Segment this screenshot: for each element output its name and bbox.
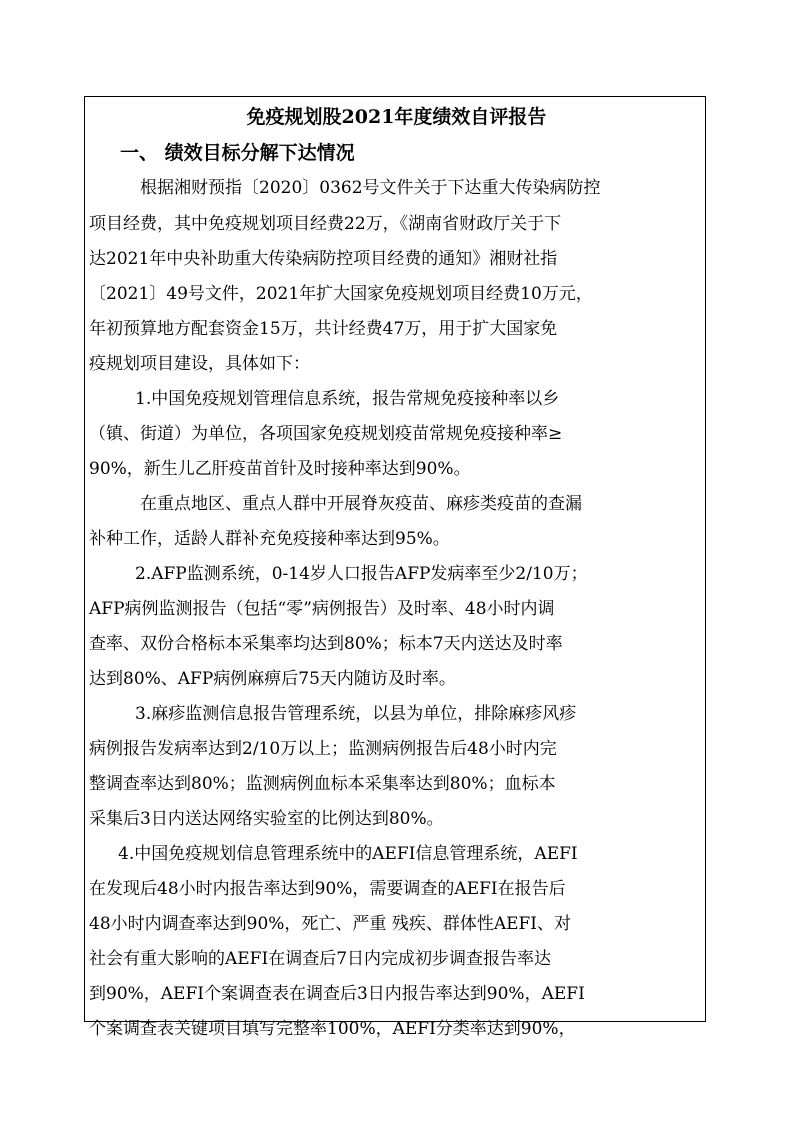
body-line: 项目经费，其中免疫规划项目经费22万，《湖南省财政厅关于下: [89, 214, 562, 234]
body-line: 90%，新生儿乙肝疫苗首针及时接种率达到90%。: [89, 459, 471, 479]
body-line: 4.中国免疫规划信息管理系统中的AEFI信息管理系统，AEFI: [118, 844, 578, 864]
body-line: 病例报告发病率达到2/10万以上；监测病例报告后48小时内完: [89, 739, 557, 759]
body-line: 补种工作，适龄人群补充免疫接种率达到95%。: [89, 529, 450, 549]
body-line: 整调查率达到80%；监测病例血标本采集率达到80%；血标本: [89, 774, 556, 794]
body-line: 〔2021〕49号文件，2021年扩大国家免疫规划项目经费10万元，: [89, 284, 593, 304]
body-line: 社会有重大影响的AEFI在调查后7日内完成初步调查报告率达: [89, 949, 552, 969]
body-line: 3.麻疹监测信息报告管理系统，以县为单位，排除麻疹风疹: [135, 704, 577, 724]
body-line: 在重点地区、重点人群中开展脊灰疫苗、麻疹类疫苗的查漏: [140, 494, 582, 514]
body-line: 根据湘财预指〔2020〕0362号文件关于下达重大传染病防控: [140, 178, 601, 198]
body-line: 在发现后48小时内报告率达到90%，需要调查的AEFI在报告后: [89, 879, 566, 899]
body-line: 采集后3日内送达网络实验室的比例达到80%。: [89, 809, 444, 829]
body-line: 疫规划项目建设，具体如下：: [89, 354, 310, 374]
body-line: 1.中国免疫规划管理信息系统，报告常规免疫接种率以乡: [135, 389, 560, 409]
body-line: 年初预算地方配套资金15万，共计经费47万，用于扩大国家免: [89, 319, 558, 339]
page-title: 免疫规划股2021年度绩效自评报告: [246, 106, 547, 128]
body-line: 48小时内调查率达到90%，死亡、严重 残疾、群体性AEFI、对: [89, 914, 572, 934]
body-line: （镇、街道）为单位，各项国家免疫规划疫苗常规免疫接种率≥: [89, 424, 563, 444]
body-line: 个案调查表关键项目填写完整率100%，AEFI分类率达到90%，: [89, 1019, 576, 1039]
body-line: 达2021年中央补助重大传染病防控项目经费的通知》湘财社指: [89, 249, 558, 269]
body-line: AFP病例监测报告（包括“零”病例报告）及时率、48小时内调: [89, 599, 555, 619]
body-line: 到90%，AEFI个案调查表在调查后3日内报告率达到90%，AEFI: [89, 984, 585, 1004]
body-line: 2.AFP监测系统，0-14岁人口报告AFP发病率至少2/10万；: [135, 564, 588, 584]
body-line: 查率、双份合格标本采集率均达到80%；标本7天内送达及时率: [89, 634, 563, 654]
body-line: 达到80%、AFP病例麻痹后75天内随访及时率。: [89, 669, 456, 689]
section-heading: 一、 绩效目标分解下达情况: [120, 142, 355, 164]
